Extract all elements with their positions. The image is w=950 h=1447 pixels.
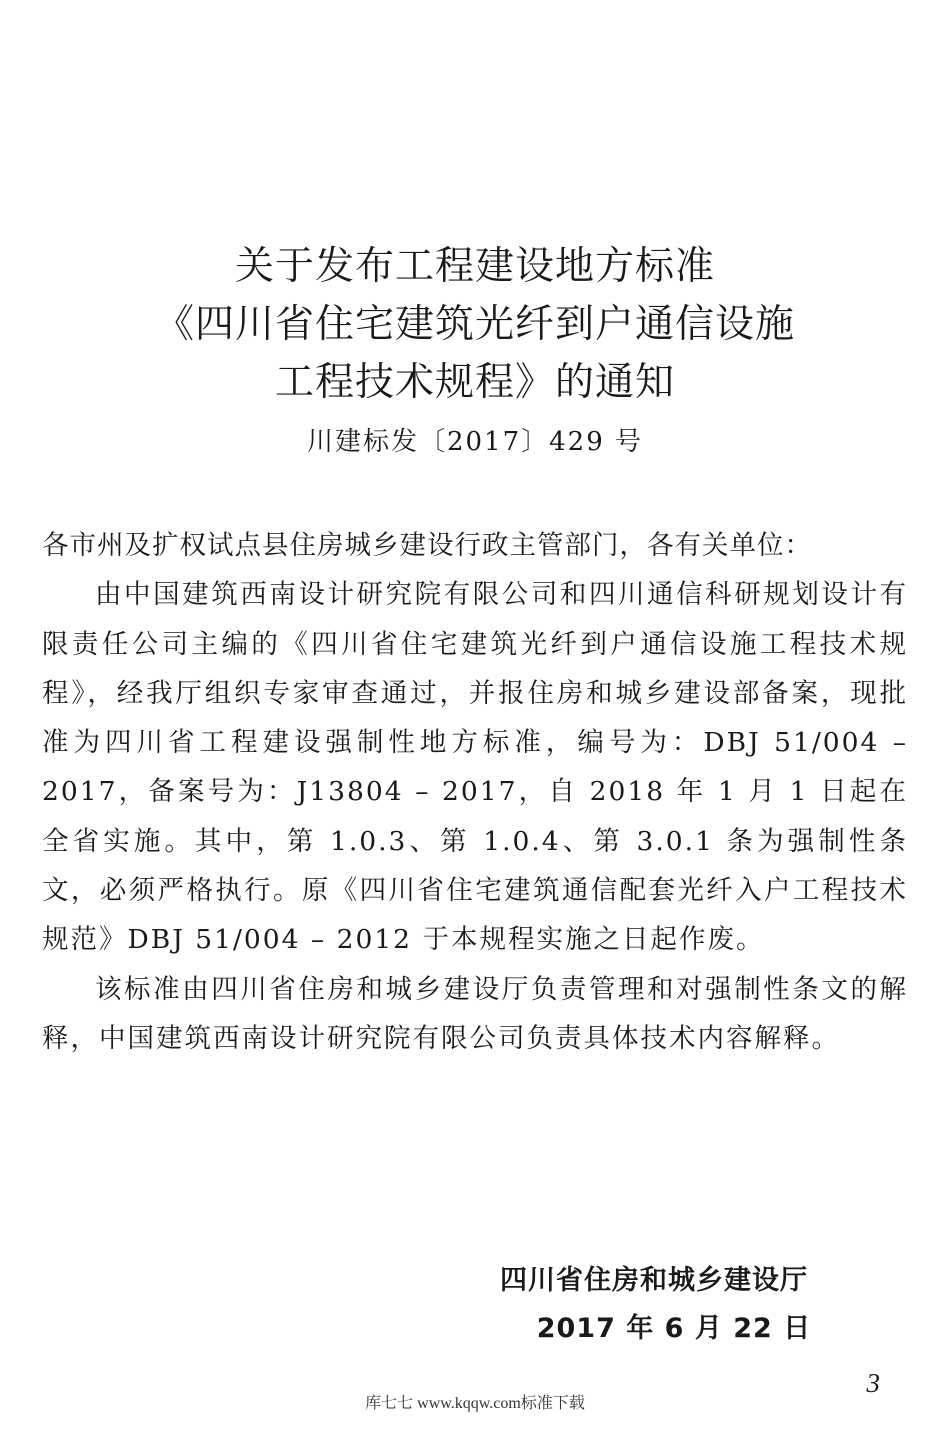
- paragraph-management: 该标准由四川省住房和城乡建设厅负责管理和对强制性条文的解释，中国建筑西南设计研究院有限公司负责具体技术内容解释。: [42, 973, 908, 1054]
- signature-block: [444, 1257, 864, 1353]
- page-number: 3: [866, 1368, 880, 1398]
- notice-title: [0, 238, 950, 412]
- issuing-organization: 四川省住房和城乡建设厅: [500, 1265, 808, 1296]
- issue-date: 2017 年 6 月 22 日: [536, 1313, 812, 1344]
- watermark-footer: 库七七 www.kqqw.com标准下载: [365, 1395, 585, 1412]
- title-line-1: 关于发布工程建设地方标准: [234, 244, 715, 289]
- notice-body: [42, 521, 908, 1063]
- salutation: 各市州及扩权试点县住房城乡建设行政主管部门，各有关单位：: [42, 530, 812, 561]
- title-line-3: 工程技术规程》的通知: [274, 360, 675, 405]
- paragraph-approval: 由中国建筑西南设计研究院有限公司和四川通信科研规划设计有限责任公司主编的《四川省住宅建筑光纤到户通信设施工程技术规程》，经我厅组织专家审查通过，并报住房和城乡建设部备案，现批准为四川省工程建设强制性地方标准，编号为：DBJ 51/004 – 2017，备案号为：J13804 – 2017，自 2018 年 1 月 1 日起在全省实施。其中，第 1.0.3、第 1.0.4、第 3.0.1 条为强制性条文，必须严格执行。原《四川省住宅建筑通信配套光纤入户工程技术规范》DBJ 51/004 – 2012 于本规程实施之日起作废。: [42, 579, 908, 956]
- title-line-2: 《四川省住宅建筑光纤到户通信设施: [154, 302, 795, 347]
- document-number: 川建标发〔2017〕429 号: [306, 427, 644, 457]
